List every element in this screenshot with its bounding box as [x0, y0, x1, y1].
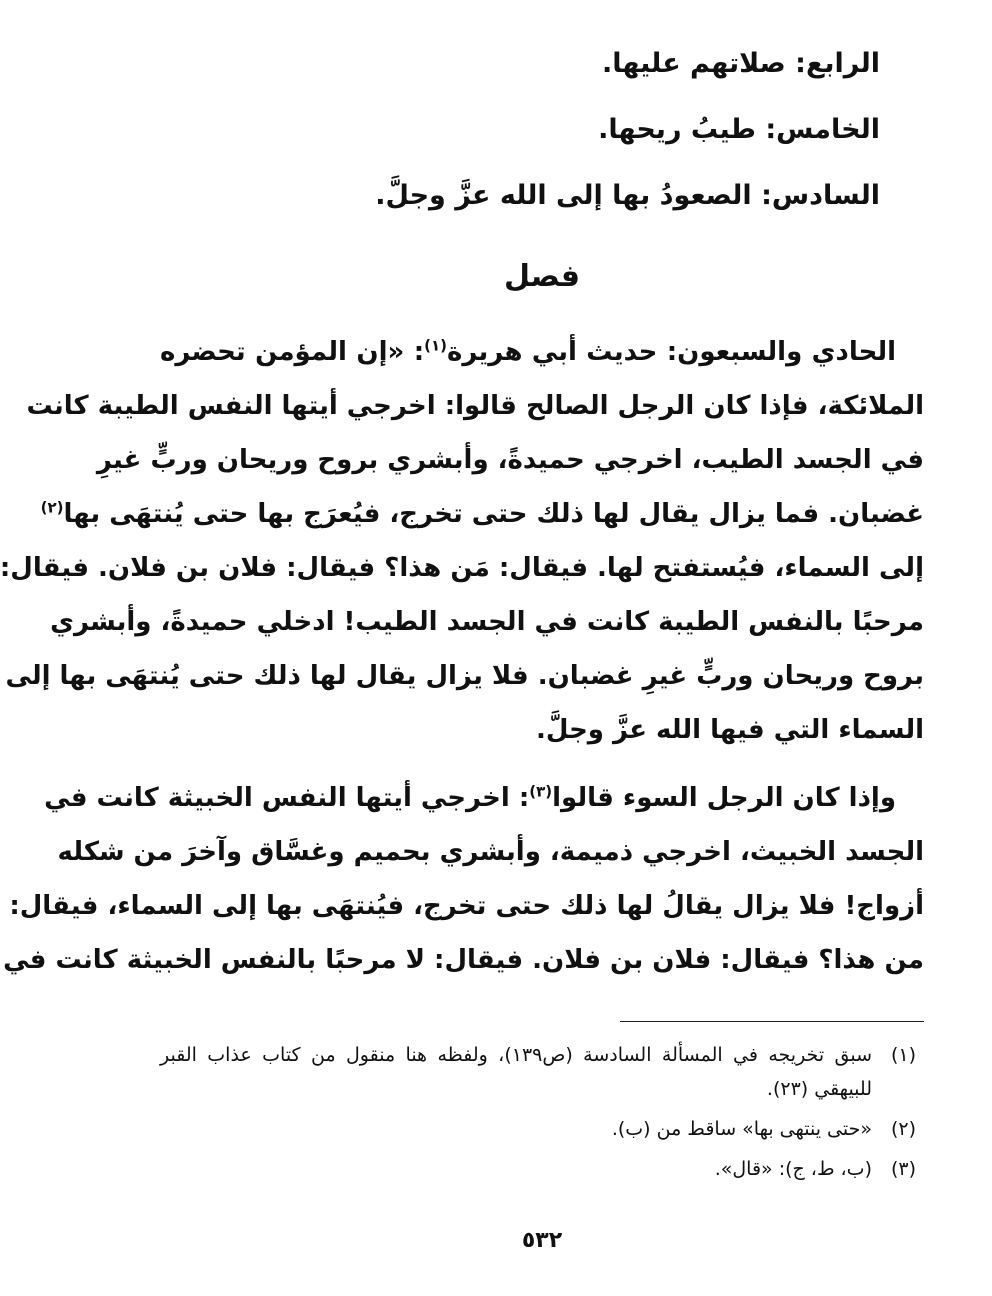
footnote-separator — [620, 1021, 924, 1022]
footnotes — [160, 1038, 924, 1186]
footnote-text: سبق تخريجه في المسألة السادسة (ص١٣٩)، ولفظه هنا منقول من كتاب عذاب القبر للبيهقي (٢٣). — [160, 1044, 872, 1100]
list-item-sixth: السادس: الصعودُ بها إلى الله عزَّ وجلَّ. — [375, 180, 880, 211]
footnote-text: «حتى ينتهى بها» ساقط من (ب). — [611, 1118, 872, 1140]
footnote-2 — [160, 1112, 924, 1146]
paragraph-text: : «إن المؤمن تحضره — [160, 337, 425, 367]
paragraph-line — [44, 771, 924, 825]
paragraph-line — [40, 487, 924, 541]
paragraph-line: من هذا؟ فيقال: فلان بن فلان. فيقال: لا مرحبًا بالنفس الخبيثة كانت في — [3, 945, 924, 975]
list-item-fifth: الخامس: طيبُ ريحها. — [598, 114, 880, 145]
paragraph-hadith-believer — [0, 325, 924, 757]
paragraph-line: السماء التي فيها الله عزَّ وجلَّ. — [535, 715, 924, 745]
paragraph-line: أزواج! فلا يزال يقالُ لها ذلك حتى تخرج، فيُنتهَى بها إلى السماء، فيقال: — [9, 891, 924, 921]
paragraph-line: في الجسد الطيب، اخرجي حميدةً، وأبشري بروح وريحان وربٍّ غيرِ — [96, 445, 924, 475]
footnote-1 — [160, 1038, 924, 1106]
page-number: ٥٣٢ — [521, 1228, 563, 1253]
list-item-fourth: الرابع: صلاتهم عليها. — [601, 48, 880, 79]
footnote-text: (ب، ط، ج): «قال». — [714, 1158, 872, 1180]
paragraph-text: وإذا كان الرجل السوء قالوا — [552, 783, 896, 813]
paragraph-evil-man — [3, 771, 924, 987]
paragraph-line: إلى السماء، فيُستفتح لها. فيقال: مَن هذا؟ فيقال: فلان بن فلان. فيقال: — [0, 553, 924, 583]
footnote-number: (٢) — [890, 1118, 916, 1140]
paragraph-text: الحادي والسبعون: حديث أبي هريرة — [446, 337, 896, 367]
footnote-reference-3[interactable]: (٣) — [529, 782, 553, 801]
section-heading: فصل — [504, 259, 580, 294]
footnote-3 — [160, 1152, 924, 1186]
paragraph-text: : اخرجي أيتها النفس الخبيثة كانت في — [44, 783, 530, 813]
paragraph-line — [160, 325, 924, 379]
footnote-reference-1[interactable]: (١) — [424, 336, 447, 355]
paragraph-text: غضبان. فما يزال يقال لها ذلك حتى تخرج، فيُعرَج بها حتى يُنتهَى بها — [63, 499, 924, 529]
footnote-number: (٣) — [890, 1158, 916, 1180]
paragraph-line: الملائكة، فإذا كان الرجل الصالح قالوا: اخرجي أيتها النفس الطيبة كانت — [26, 391, 924, 421]
footnote-number: (١) — [890, 1044, 916, 1066]
paragraph-line: مرحبًا بالنفس الطيبة كانت في الجسد الطيب! ادخلي حميدةً، وأبشري — [50, 607, 924, 637]
paragraph-line: بروح وريحان وربٍّ غيرِ غضبان. فلا يزال يقال لها ذلك حتى يُنتهَى بها إلى — [5, 661, 924, 691]
paragraph-line: الجسد الخبيث، اخرجي ذميمة، وأبشري بحميم وغسَّاق وآخرَ من شكله — [57, 837, 924, 867]
footnote-reference-2[interactable]: (٢) — [40, 498, 64, 517]
